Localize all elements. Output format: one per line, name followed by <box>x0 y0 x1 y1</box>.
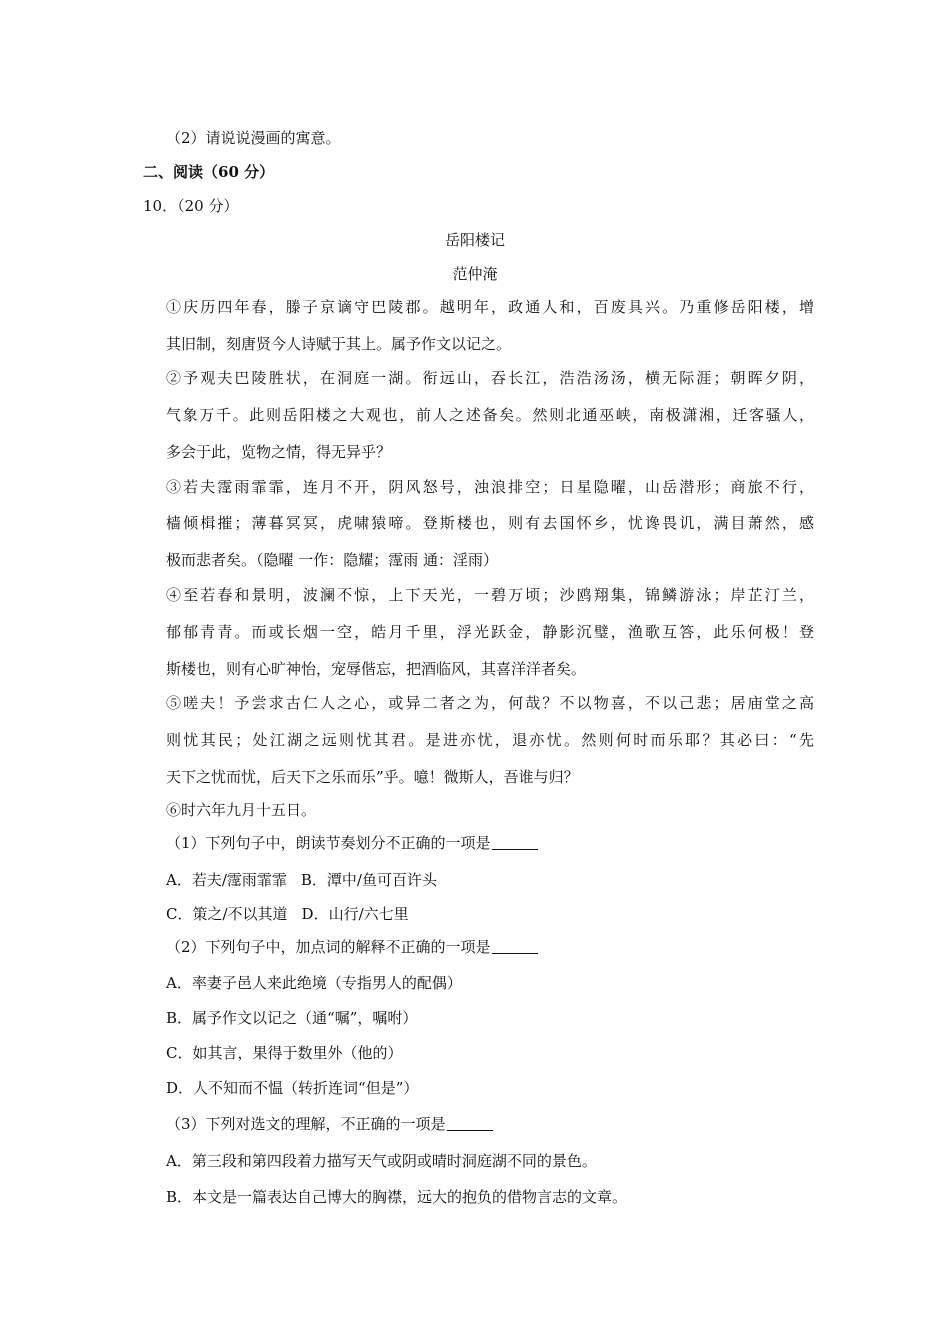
section-heading: 二、阅读（60 分） <box>143 163 275 181</box>
sub-question-2-text: （2）下列句子中，加点词的解释不正确的一项是 <box>166 938 491 956</box>
paragraph-6: ⑥时六年九月十五日。 <box>166 801 317 819</box>
paragraph-3-line-1: ③若夫霪雨霏霏，连月不开，阴风怒号，浊浪排空；日星隐曜，山岳潜形；商旅不行， <box>166 478 814 496</box>
paragraph-5-line-1: ⑤嗟夫！予尝求古仁人之心，或异二者之为，何哉？不以物喜，不以己悲；居庙堂之高 <box>166 694 814 712</box>
question-10-header: 10．（20 分） <box>143 197 239 215</box>
answer-blank <box>447 1116 493 1131</box>
paragraph-5-line-3: 天下之忧而忧，后天下之乐而乐”乎。噫！微斯人，吾谁与归？ <box>166 768 579 786</box>
sub-question-2-option-c: C．如其言，果得于数里外（他的） <box>166 1044 403 1062</box>
passage-title: 岳阳楼记 <box>444 231 505 249</box>
option-a: A．若夫/霪雨霏霏 <box>166 871 287 889</box>
sub-question-3-option-a: A．第三段和第四段着力描写天气或阴或晴时洞庭湖不同的景色。 <box>166 1152 597 1170</box>
answer-blank <box>492 835 538 850</box>
paragraph-1-line-1: ①庆历四年春，滕子京谪守巴陵郡。越明年，政通人和，百废具兴。乃重修岳阳楼，增 <box>166 298 814 316</box>
sub-question-1-options-cd <box>166 904 409 924</box>
sub-question-2-option-b: B．属予作文以记之（通“嘱”，嘱咐） <box>166 1009 418 1027</box>
answer-blank <box>492 939 538 954</box>
sub-question-1 <box>166 833 538 853</box>
sub-question-2 <box>166 937 538 957</box>
passage-author: 范仲淹 <box>452 265 498 283</box>
paragraph-4-line-1: ④至若春和景明，波澜不惊，上下天光，一碧万顷；沙鸥翔集，锦鳞游泳；岸芷汀兰， <box>166 586 814 604</box>
sub-question-1-options-ab <box>166 870 437 890</box>
paragraph-2-line-1: ②予观夫巴陵胜状，在洞庭一湖。衔远山，吞长江，浩浩汤汤，横无际涯；朝晖夕阴， <box>166 369 814 387</box>
paragraph-4-line-2: 郁郁青青。而或长烟一空，皓月千里，浮光跃金，静影沉璧，渔歌互答，此乐何极！登 <box>166 623 814 641</box>
paragraph-1-line-2: 其旧制，刻唐贤今人诗赋于其上。属予作文以记之。 <box>166 335 512 353</box>
sub-question-2-option-a: A．率妻子邑人来此绝境（专指男人的配偶） <box>166 974 462 992</box>
sub-question-3 <box>166 1114 493 1134</box>
paragraph-2-line-3: 多会于此，览物之情，得无异乎？ <box>166 443 392 461</box>
paragraph-3-line-3: 极而悲者矣。（隐曜 一作：隐耀；霪雨 通：淫雨） <box>166 551 499 569</box>
sub-question-1-text: （1）下列句子中，朗读节奏划分不正确的一项是 <box>166 834 491 852</box>
option-b: B．潭中/鱼可百许头 <box>300 871 437 889</box>
option-c: C．策之/不以其道 <box>166 905 288 923</box>
sub-question-2-option-d: D．人不知而不愠（转折连词“但是”） <box>166 1079 419 1097</box>
paragraph-4-line-3: 斯楼也，则有心旷神怡，宠辱偕忘，把酒临风，其喜洋洋者矣。 <box>166 660 587 678</box>
sub-question-3-option-b: B．本文是一篇表达自己博大的胸襟，远大的抱负的借物言志的文章。 <box>166 1188 628 1206</box>
paragraph-3-line-2: 樯倾楫摧；薄暮冥冥，虎啸猿啼。登斯楼也，则有去国怀乡，忧谗畏讥，满目萧然，感 <box>166 514 814 532</box>
option-d: D．山行/六七里 <box>301 905 409 923</box>
paragraph-5-line-2: 则忧其民；处江湖之远则忧其君。是进亦忧，退亦忧。然则何时而乐耶？其必曰：“先 <box>166 731 814 749</box>
sub-question-3-text: （3）下列对选文的理解，不正确的一项是 <box>166 1115 446 1133</box>
question-9-2: （2）请说说漫画的寓意。 <box>166 129 341 147</box>
paragraph-2-line-2: 气象万千。此则岳阳楼之大观也，前人之述备矣。然则北通巫峡，南极潇湘，迁客骚人， <box>166 406 814 424</box>
